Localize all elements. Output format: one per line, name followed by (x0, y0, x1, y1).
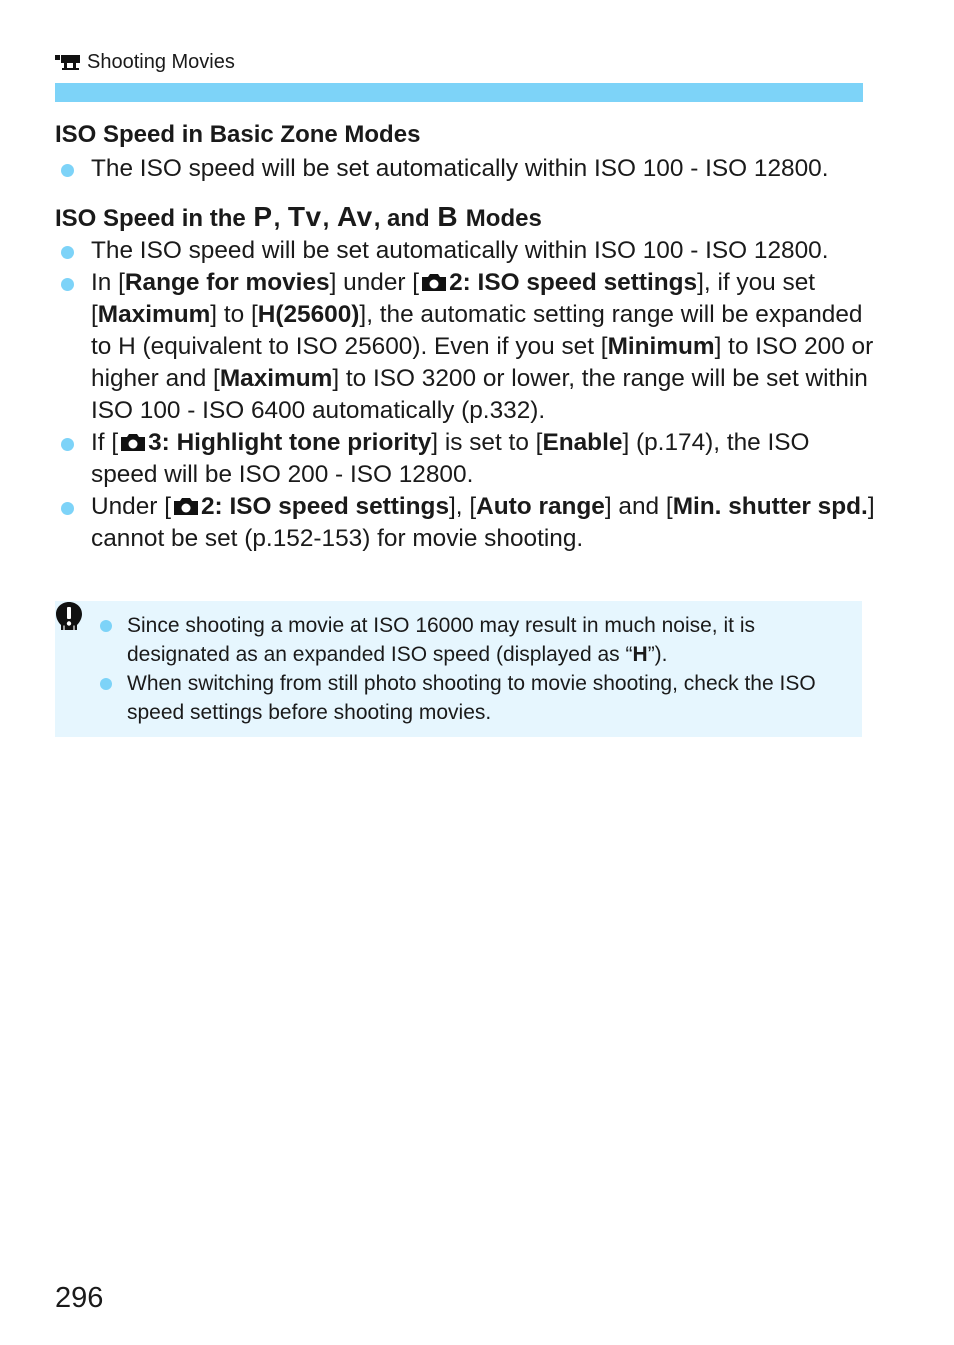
heading-separator: , and (373, 205, 430, 232)
text-run: ], the automatic setting range will be expanded to H (equivalent to ISO 25600). Even if you set [ (91, 301, 863, 360)
text-run: ] cannot be set (p.152-153) for movie shooting. (91, 493, 875, 552)
caution-icon (54, 601, 84, 631)
menu-ref-h25600: H(25600) (257, 301, 360, 328)
bullet-icon (61, 164, 74, 177)
heading-separator: , (322, 205, 330, 232)
creative-modes-list (55, 235, 875, 555)
mode-tv-symbol: Tv (287, 201, 322, 232)
heading-separator: , (273, 205, 281, 232)
text-run: ], [ (449, 493, 477, 520)
section-heading-basic-zone: ISO Speed in Basic Zone Modes (55, 121, 421, 148)
camera-icon (420, 272, 448, 292)
bullet-icon (61, 278, 74, 291)
running-header (55, 50, 235, 74)
text-run: ] under [ (329, 269, 420, 296)
bullet-icon (100, 620, 112, 632)
text-run: ] to [ (210, 301, 258, 328)
mode-av-symbol: Av (336, 201, 373, 232)
list-item (55, 427, 875, 491)
caution-list (98, 611, 838, 727)
text-run: ] and [ (604, 493, 673, 520)
menu-ref-auto-range: Auto range (476, 493, 605, 520)
menu-ref-maximum: Maximum (219, 365, 333, 392)
bullet-icon (61, 502, 74, 515)
list-item (55, 267, 875, 427)
section-heading-creative-modes (55, 201, 542, 233)
text-run: Since shooting a movie at ISO 16000 may result in much noise, it is designated as an expanded ISO speed (displayed as “ (127, 614, 755, 666)
menu-ref-minimum: Minimum (607, 333, 715, 360)
text-run: ”). (647, 643, 668, 666)
mode-b-symbol: B (437, 201, 459, 232)
text-run: ] (p.174), the ISO speed will be ISO 200 - ISO 12800. (91, 429, 810, 488)
text-run: Under [ (91, 493, 171, 520)
bullet-icon (100, 678, 112, 690)
header-color-band (55, 83, 863, 102)
bullet-icon (61, 438, 74, 451)
list-item-text: The ISO speed will be set automatically within ISO 100 - ISO 12800. (91, 155, 829, 182)
basic-zone-list (55, 153, 875, 185)
menu-ref-highlight-tone-priority: 3: Highlight tone priority (148, 429, 432, 456)
movie-camera-icon (55, 52, 81, 72)
header-section-title: Shooting Movies (87, 50, 235, 73)
menu-ref-min-shutter-spd: Min. shutter spd. (672, 493, 868, 520)
text-run: In [ (91, 269, 125, 296)
list-item (98, 669, 838, 727)
display-h-symbol: H (632, 643, 648, 666)
camera-icon (172, 496, 200, 516)
list-item (98, 611, 838, 669)
list-item (55, 153, 875, 185)
camera-icon (119, 432, 147, 452)
heading-prefix: ISO Speed in the (55, 205, 246, 232)
list-item-text: The ISO speed will be set automatically within ISO 100 - ISO 12800. (91, 237, 829, 264)
menu-ref-enable: Enable (542, 429, 623, 456)
page-number: 296 (55, 1282, 104, 1314)
bullet-icon (61, 246, 74, 259)
heading-suffix: Modes (465, 205, 542, 232)
text-run: If [ (91, 429, 119, 456)
menu-ref-maximum: Maximum (97, 301, 211, 328)
list-item (55, 235, 875, 267)
text-run: ] to ISO 200 or higher and [ (91, 333, 874, 392)
mode-p-symbol: P (253, 201, 273, 232)
list-item (55, 491, 875, 555)
menu-ref-iso-speed-settings: 2: ISO speed settings (200, 493, 450, 520)
caution-box (55, 601, 862, 737)
text-run: ], if you set [ (91, 269, 816, 328)
menu-ref-range-for-movies: Range for movies (124, 269, 330, 296)
text-run: ] is set to [ (431, 429, 543, 456)
text-run: ] to ISO 3200 or lower, the range will be set within ISO 100 - ISO 6400 automatically (p.332). (91, 365, 868, 424)
menu-ref-iso-speed-settings: 2: ISO speed settings (449, 269, 698, 296)
list-item-text: When switching from still photo shooting to movie shooting, check the ISO speed settings before shooting movies. (127, 672, 816, 724)
